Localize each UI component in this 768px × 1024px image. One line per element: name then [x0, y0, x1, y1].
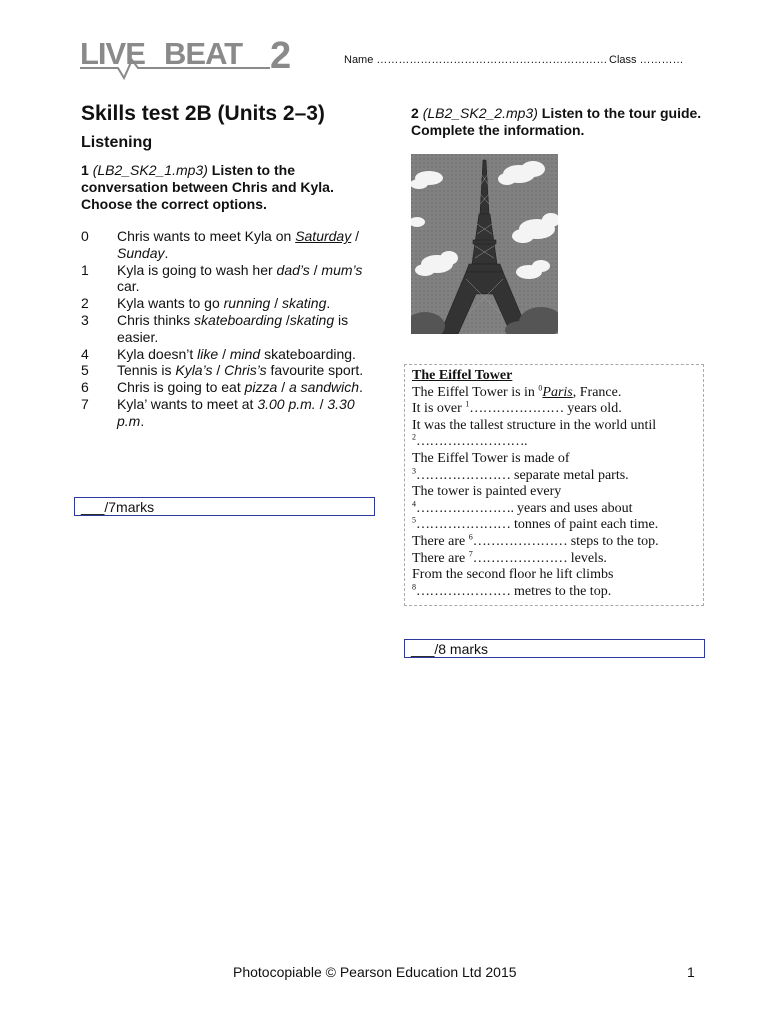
gap-number: 4 [412, 499, 416, 509]
text: There are [412, 533, 469, 549]
option-a[interactable]: running [223, 295, 271, 312]
text: tonnes of paint each time. [510, 517, 659, 533]
item-text [117, 228, 371, 262]
option-separator: / [218, 345, 230, 362]
item-prompt: Chris is going to eat [117, 379, 245, 396]
text-line: It was the tallest structure in the world until [412, 417, 657, 433]
item-prompt: Tennis is [117, 362, 176, 379]
live-beat-2-logo [80, 34, 300, 80]
item-number: 1 [81, 261, 89, 278]
item-suffix: skateboarding. [260, 345, 356, 362]
section-heading: Listening [81, 134, 153, 151]
exercise1-item [81, 379, 371, 396]
exercise2-instruction [411, 105, 711, 139]
answer-gap-6[interactable]: ………………… [472, 533, 568, 549]
gap-line-4 [412, 501, 703, 518]
item-text [117, 295, 371, 312]
page-title: Skills test 2B (Units 2–3) [81, 102, 325, 125]
option-b[interactable]: Sunday [117, 244, 165, 261]
option-separator: / [212, 362, 225, 379]
text: steps to the top. [567, 533, 659, 549]
option-separator: / [315, 395, 328, 412]
exercise2-text: Listen to the tour guide. Complete the information. [411, 105, 702, 138]
item-prompt: Kyla’ wants to meet at [117, 395, 258, 412]
svg-text:2: 2 [270, 35, 292, 77]
exercise1-number: 1 [81, 162, 89, 178]
item-text [117, 346, 371, 363]
option-b[interactable]: a sandwich [288, 379, 360, 396]
gap-line-5 [412, 517, 703, 534]
item-suffix: . [359, 379, 363, 396]
item-prompt: Kyla doesn’t [117, 345, 198, 362]
item-prompt: Chris wants to meet Kyla on [117, 228, 296, 244]
exercise1-item [81, 346, 371, 363]
option-a[interactable]: pizza [244, 379, 278, 396]
answer-gap-4[interactable]: …………………. [416, 500, 514, 516]
footer-copyright: Photocopiable © Pearson Education Ltd 2015 [233, 964, 517, 980]
item-text [117, 312, 371, 346]
item-prompt: Kyla is going to wash her [117, 261, 277, 278]
option-a[interactable]: skateboarding [194, 311, 282, 328]
text: levels. [567, 550, 607, 566]
exercise1-items [81, 228, 371, 430]
eiffel-tower-photo [411, 154, 558, 334]
item-suffix: favourite sport. [266, 362, 364, 379]
gap-number: 5 [412, 515, 416, 525]
option-separator: / [309, 261, 322, 278]
text: metres to the top. [510, 583, 612, 599]
option-a[interactable]: dad’s [276, 261, 310, 278]
option-b[interactable]: 3.30 p.m [117, 395, 355, 429]
gap-number: 7 [468, 548, 473, 558]
item-number: 2 [81, 295, 89, 312]
option-a[interactable]: 3.00 p.m. [257, 395, 316, 412]
exercise1-item [81, 362, 371, 379]
exercise1-item [81, 312, 371, 346]
option-separator: / [277, 379, 289, 396]
answer-gap-8[interactable]: ………………… [416, 583, 511, 599]
gap-number: 0 [538, 382, 543, 392]
option-b[interactable]: Chris’s [224, 362, 267, 379]
answer-gap-2[interactable]: ……………………. [416, 434, 527, 450]
info-box-title: The Eiffel Tower [412, 368, 513, 383]
page-number: 1 [687, 964, 695, 980]
answer-gap-3[interactable]: ………………… [416, 467, 511, 483]
item-text [117, 379, 371, 396]
gap-number: 1 [465, 399, 470, 409]
gap-line-8 [412, 584, 703, 601]
gap-line-2 [412, 434, 703, 451]
gap-number: 8 [412, 582, 416, 592]
exercise1-audio: (LB2_SK2_1.mp3) [92, 162, 208, 178]
exercise2-audio: (LB2_SK2_2.mp3) [422, 105, 538, 121]
item-text [117, 362, 371, 379]
option-separator: / [281, 311, 290, 328]
option-separator: / [270, 295, 282, 312]
answer-gap-7[interactable]: ………………… [472, 550, 568, 566]
item-suffix: . [140, 412, 145, 429]
item-suffix: . [326, 295, 331, 312]
class-field[interactable]: Class ………… [609, 54, 684, 66]
gap-line-0 [412, 382, 703, 402]
exercise2-number: 2 [411, 105, 419, 121]
text-line: The Eiffel Tower is made of [412, 450, 570, 466]
exercise1-item [81, 228, 371, 262]
item-suffix: is easier. [117, 311, 349, 345]
item-number: 5 [81, 362, 89, 379]
name-field[interactable]: Name ……………………………………………………… [344, 54, 608, 66]
exercise2-marks[interactable]: ___/8 marks [404, 639, 705, 658]
exercise1-item [81, 295, 371, 312]
item-prompt: Chris thinks [117, 311, 195, 328]
gap-number: 2 [412, 432, 416, 442]
exercise1-marks[interactable]: ___/7marks [74, 497, 375, 516]
option-b[interactable]: skating [289, 311, 335, 328]
svg-text:BEAT: BEAT [164, 36, 243, 71]
gap-line-1 [412, 401, 703, 418]
item-text [117, 262, 371, 296]
option-b[interactable]: mind [229, 345, 261, 362]
answer-gap-1[interactable]: ………………… [469, 401, 564, 417]
exercise1-text: Listen to the conversation between Chris and Kyla. Choose the correct options. [81, 162, 334, 212]
text-line: From the second floor he lift climbs [412, 567, 614, 583]
exercise1-item [81, 262, 371, 296]
exercise1-instruction [81, 162, 371, 213]
text: years old. [563, 401, 622, 417]
gap-line-7 [412, 548, 703, 568]
text-line: The tower is painted every [412, 484, 562, 500]
item-prompt: Kyla wants to go [117, 295, 224, 312]
item-number: 3 [81, 311, 89, 328]
item-suffix: . [164, 244, 169, 261]
text: years and uses about [513, 500, 633, 516]
option-separator: / [351, 228, 360, 244]
option-b[interactable]: mum’s [321, 261, 363, 278]
text: It is over [412, 401, 466, 417]
text: The Eiffel Tower is in [412, 384, 539, 400]
text: , France. [572, 384, 622, 400]
gap-line-3 [412, 465, 703, 485]
item-number: 7 [81, 395, 89, 412]
option-b[interactable]: skating [282, 295, 327, 312]
example-answer: Paris [542, 384, 573, 400]
option-a[interactable]: Saturday [295, 228, 352, 244]
gap-line-6 [412, 534, 703, 551]
item-number: 6 [81, 379, 89, 396]
answer-gap-5[interactable]: ………………… [416, 517, 511, 533]
gap-number: 6 [468, 532, 473, 542]
exercise1-item [81, 396, 371, 430]
text: separate metal parts. [510, 467, 629, 483]
svg-text:LIVE: LIVE [80, 36, 145, 71]
item-number: 4 [81, 345, 89, 362]
item-suffix: car. [117, 278, 140, 295]
gap-number: 3 [412, 465, 416, 475]
option-a[interactable]: like [197, 345, 219, 362]
eiffel-tower-info-box [404, 364, 704, 606]
option-a[interactable]: Kyla’s [175, 362, 213, 379]
text: There are [412, 550, 469, 566]
item-text [117, 396, 371, 430]
item-number: 0 [81, 228, 89, 244]
